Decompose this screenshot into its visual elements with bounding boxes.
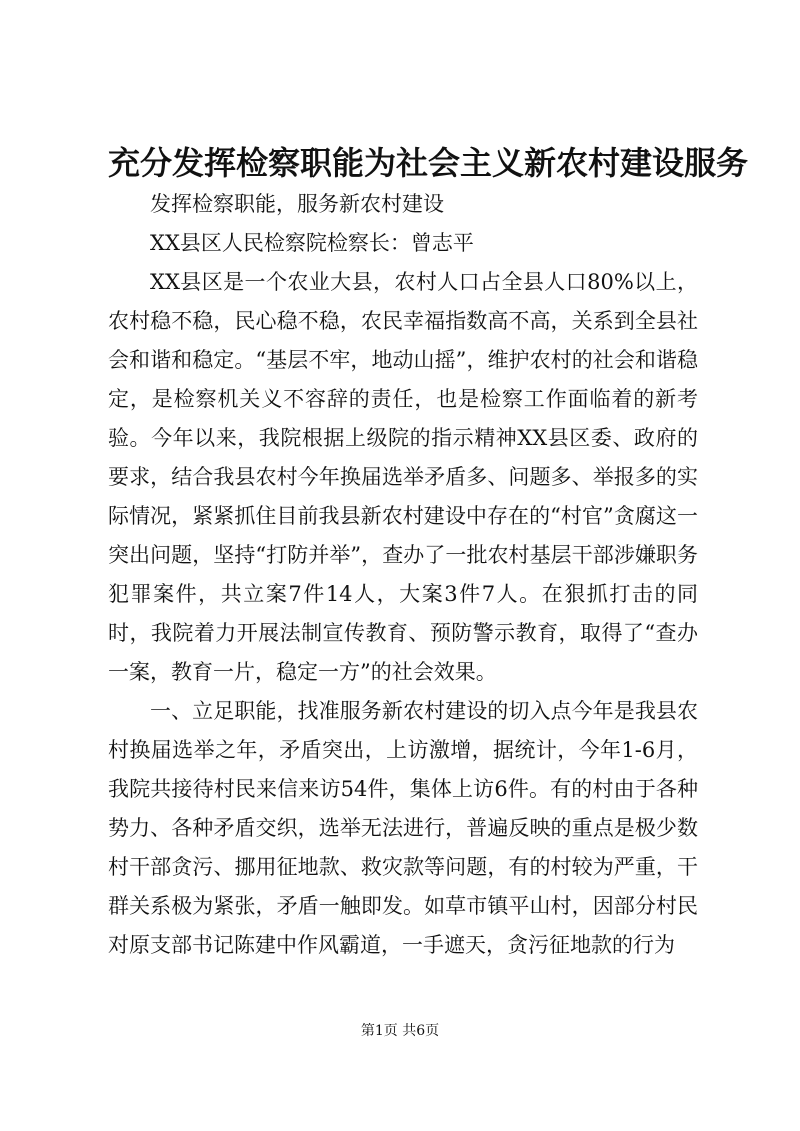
- body-paragraph: XX县区是一个农业大县，农村人口占全县人口80%以上，农村稳不稳，民心稳不稳，农民幸福指数高不高，关系到全县社会和谐和稳定。“基层不牢，地动山摇”，维护农村的社会和谐稳定，是检察机关义不容辞的责任，也是检察工作面临着的新考验。今年以来，我院根据上级院的指示精神XX县区委、政府的要求，结合我县农村今年换届选举矛盾多、问题多、举报多的实际情况，紧紧抓住目前我县新农村建设中存在的“村官”贪腐这一突出问题，坚持“打防并举”，查办了一批农村基层干部涉嫌职务犯罪案件，共立案7件14人，大案3件7人。在狠抓打击的同时，我院着力开展法制宣传教育、预防警示教育，取得了“查办一案，教育一片，稳定一方”的社会效果。: [108, 270, 698, 684]
- author-paragraph: XX县区人民检察院检察长：曾志平: [150, 231, 474, 255]
- page-footer: 第1页 共6页: [360, 1023, 440, 1039]
- subtitle-paragraph: 发挥检察职能，服务新农村建设: [150, 192, 444, 216]
- body-paragraph: 一、立足职能，找准服务新农村建设的切入点今年是我县农村换届选举之年，矛盾突出，上访激增，据统计，今年1-6月，我院共接待村民来信来访54件，集体上访6件。有的村由于各种势力、各种矛盾交织，选举无法进行，普遍反映的重点是极少数村干部贪污、挪用征地款、救灾款等问题，有的村较为严重，干群关系极为紧张，矛盾一触即发。如草市镇平山村，因部分村民对原支部书记陈建中作风霸道，一手遮天，贪污征地款的行为: [108, 699, 698, 957]
- document-title: 充分发挥检察职能为社会主义新农村建设服务: [108, 144, 749, 182]
- document-body: [108, 185, 698, 965]
